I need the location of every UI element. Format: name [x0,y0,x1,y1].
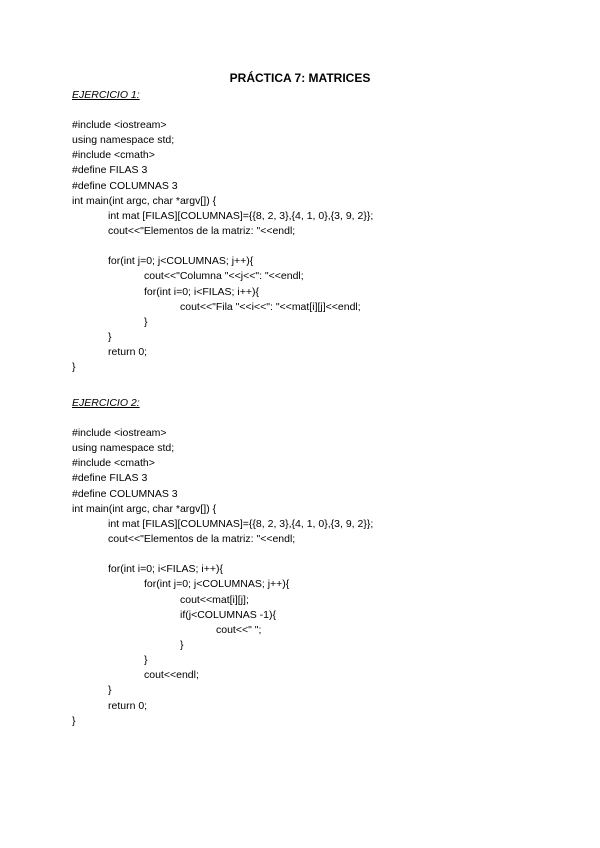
code-line: return 0; [108,699,148,712]
code-line [72,239,373,254]
code-line: #define COLUMNAS 3 [72,487,178,500]
page-title: PRÁCTICA 7: MATRICES [229,71,371,85]
exercise-1-section [72,88,373,375]
code-line: cout<<"Fila "<<i<<": "<<mat[i][j]<<endl; [180,300,361,313]
code-line: for(int j=0; j<COLUMNAS; j++){ [108,255,254,268]
code-line: } [180,638,184,651]
code-line: return 0; [108,346,148,359]
code-line: using namespace std; [72,442,175,455]
code-line: cout<<endl; [144,669,199,682]
code-line: if(j<COLUMNAS -1){ [180,608,276,621]
code-line: for(int i=0; i<FILAS; i++){ [144,285,259,298]
code-line: #define FILAS 3 [72,164,148,177]
code-line: cout<<"Elementos de la matriz: "<<endl; [108,532,296,545]
code-line: int mat [FILAS][COLUMNAS]={{8, 2, 3},{4, 1, 0},{3, 9, 2}}; [108,517,374,530]
exercise-2-section [72,396,373,729]
code-line: } [108,684,112,697]
code-line: for(int j=0; j<COLUMNAS; j++){ [144,578,290,591]
code-line: #define COLUMNAS 3 [72,179,178,192]
code-line: } [72,361,76,374]
code-line: for(int i=0; i<FILAS; i++){ [108,563,223,576]
exercise-1-heading: EJERCICIO 1: [72,89,140,101]
exercise-2-code [72,426,373,729]
exercise-1-code [72,118,373,375]
code-line: int main(int argc, char *argv[]) { [72,502,217,515]
code-line: #include <iostream> [72,119,167,131]
exercise-2-heading: EJERCICIO 2: [72,397,140,409]
code-line: } [72,714,76,727]
code-line: using namespace std; [72,134,175,147]
code-line: } [144,654,148,667]
code-line: cout<<" "; [216,623,262,636]
code-line: int main(int argc, char *argv[]) { [72,194,217,207]
code-line: #include <cmath> [72,149,155,162]
code-line: #define FILAS 3 [72,472,148,485]
code-line: } [144,315,148,328]
code-line: cout<<"Columna "<<j<<": "<<endl; [144,270,304,283]
code-line: cout<<mat[i][j]; [180,593,249,606]
code-line: cout<<"Elementos de la matriz: "<<endl; [108,224,296,237]
code-line: #include <cmath> [72,457,155,470]
code-line [72,547,373,562]
code-line: } [108,330,112,343]
code-line: int mat [FILAS][COLUMNAS]={{8, 2, 3},{4, 1, 0},{3, 9, 2}}; [108,209,374,222]
code-line: #include <iostream> [72,427,167,439]
